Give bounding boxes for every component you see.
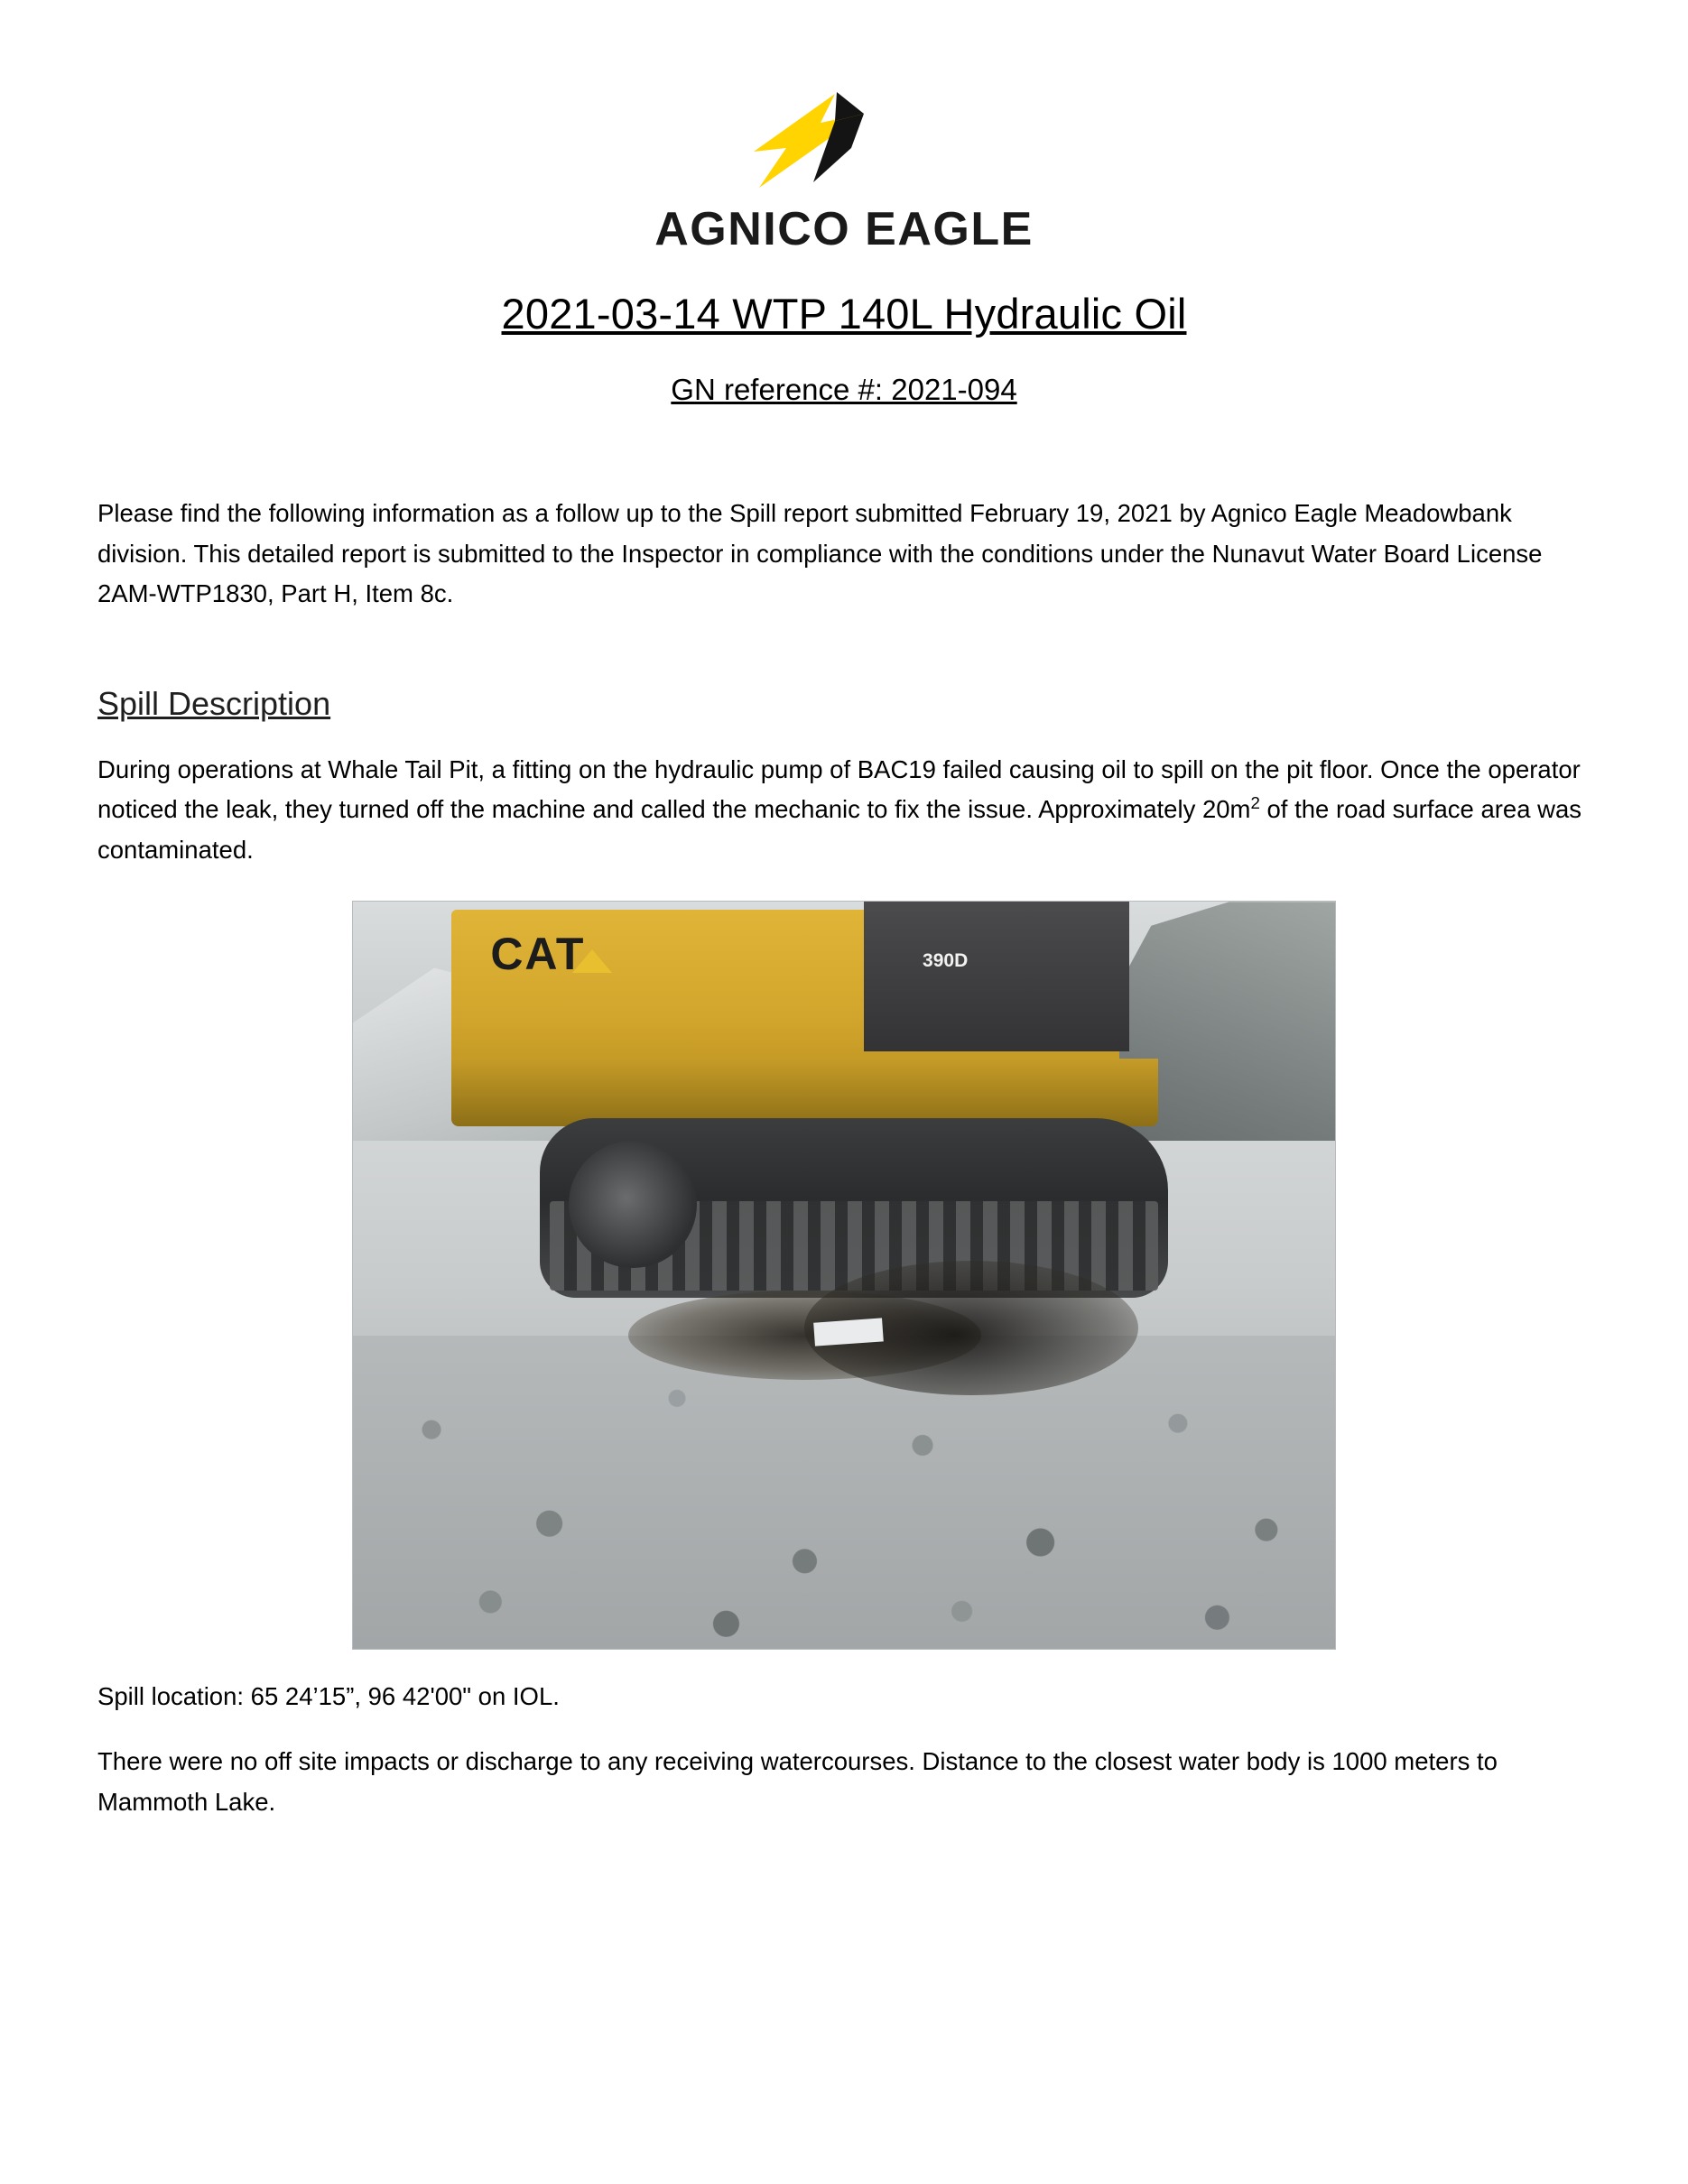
gn-reference: GN reference #: 2021-094: [671, 373, 1017, 406]
square-meter-superscript: 2: [1250, 793, 1260, 813]
agnico-eagle-lightning-mark: [727, 81, 961, 199]
excavator-engine-housing: [864, 902, 1129, 1051]
intro-paragraph: Please find the following information as a follow up to the Spill report submitted February 19, 2021 by Agnico Eagle Meadowbank division. This detailed report is submitted to the Inspector in compliance with the conditions under the Nunavut Water Board License 2AM-WTP1830, Part H, Item 8c.: [97, 499, 1543, 608]
company-logo: [97, 81, 1591, 256]
page-title: 2021-03-14 WTP 140L Hydraulic Oil: [501, 290, 1187, 338]
spill-description-text-part2: of the road surface area was contaminated.: [97, 795, 1582, 864]
spill-photo-container: [97, 901, 1591, 1650]
cat-triangle-icon: [572, 949, 612, 973]
spill-location-paragraph: Spill location: 65 24’15”, 96 42'00" on IOL.: [97, 1682, 560, 1711]
spill-description-text-part1: During operations at Whale Tail Pit, a fitting on the hydraulic pump of BAC19 failed causing oil to spill on the pit floor. Once the operator noticed the leak, they turned off the machine and called the mechanic to fix the issue. Approximately 20m: [97, 754, 1581, 824]
excavator-idler-wheel: [569, 1141, 696, 1268]
photo-brand-text: CAT: [490, 929, 586, 980]
spill-description-paragraph: [97, 750, 1591, 871]
debris-paper: [814, 1318, 885, 1346]
section-heading-spill-description: Spill Description: [97, 684, 331, 722]
impacts-paragraph: There were no off site impacts or discharge to any receiving watercourses. Distance to the closest water body is 1000 meters to Mammoth Lake.: [97, 1747, 1498, 1816]
spill-photo: [352, 901, 1336, 1650]
excavator-counterweight: [451, 1059, 1158, 1126]
photo-model-label: 390D: [923, 950, 969, 972]
logo-wordmark: AGNICO EAGLE: [654, 203, 1034, 255]
photo-gravel: [353, 1336, 1335, 1650]
photo-brand-label: [490, 928, 612, 980]
